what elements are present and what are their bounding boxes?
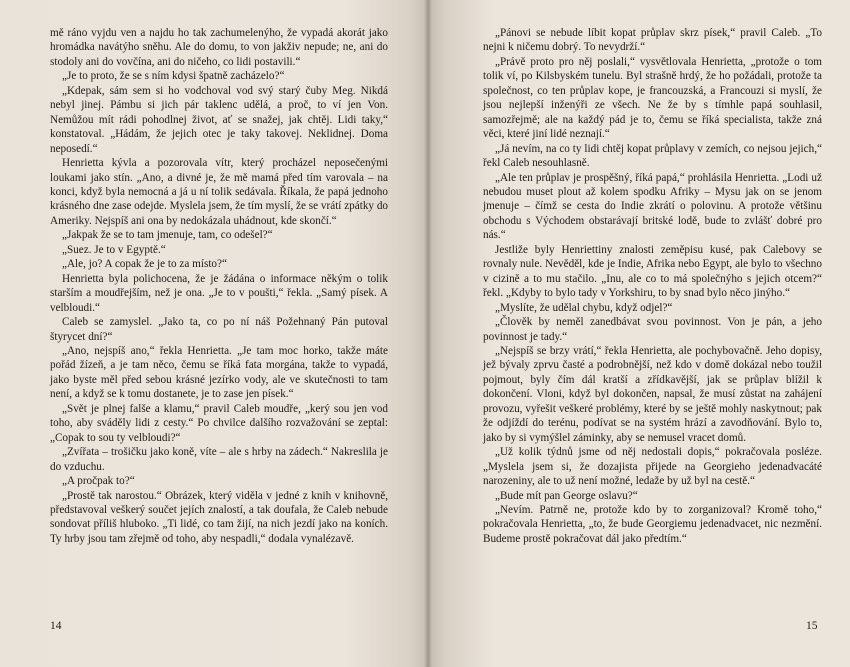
paragraph: „Svět je plnej falše a klamu,“ pravil Caleb moudře, „kerý sou jen vod toho, aby sváděly lidi z cesty.“ Po chvilce dalšího rozvažování se zeptal: „Copak to sou ty velbloudi?“ bbox=[50, 402, 388, 444]
paragraph: „Ale, jo? A copak že je to za místo?“ bbox=[62, 258, 227, 271]
paragraph: „Jakpak že se to tam jmenuje, tam, co odešel?“ bbox=[62, 229, 273, 242]
book-gutter bbox=[424, 0, 432, 667]
paragraph: „Zvířata – trošičku jako koně, víte – ale s hrby na zádech.“ Nakreslila je do vzduchu. bbox=[50, 446, 388, 473]
paragraph: Henrietta kývla a pozorovala vítr, který procházel neposečenými loukami jako stín. „Ano, a divné je, že mě mamá před tím varovala – na konci, když byla nemocná a já u ní tolik sedávala. Říkala, že papá jednoho krásného dne zase odejde. Myslela jsem, že tím myslí, že se vrátí zpátky do Ameriky. Nejspíš ani ona by nedokázala uhádnout, kde skončí.“ bbox=[50, 157, 389, 227]
paragraph: „Suez. Je to v Egyptě.“ bbox=[62, 243, 166, 256]
paragraph: „Myslíte, že udělal chybu, když odjel?“ bbox=[495, 301, 673, 314]
right-page-text bbox=[483, 26, 822, 546]
page-number: 14 bbox=[50, 620, 62, 632]
paragraph: „Ano, nejspíš ano,“ řekla Henrietta. „Je tam moc horko, takže máte pořád žízeň, a je tam něco, čemu se říká fata morgána, takže to vypadá, jako byste měl před sebou krásné jezírko vody, ale ve skutečnosti to tam není, a když se k tomu dostanete, je to zase jen písek.“ bbox=[50, 344, 388, 401]
paragraph: „Bude mít pan George oslavu?“ bbox=[495, 489, 638, 502]
right-page bbox=[428, 0, 850, 667]
paragraph: „Kdepak, sám sem si ho vodchoval vod svý starý čuby Meg. Nikdá nebyl jinej. Pámbu si jich pár taklenc udělá, a proč, to ví jen Von. Nemůžou mít rádi pohodlnej život, ať se snažej, jak chtěj. Lidi taky,“ konstatoval. „Hádám, že jejich otec je taky takovej. Neklidnej. Doma neposedí.“ bbox=[50, 84, 388, 155]
left-page-text bbox=[50, 26, 388, 546]
paragraph: „Právě proto pro něj poslali,“ vysvětlovala Henrietta, „protože o tom tolik ví, po Kilsbyském tunelu. Byl strašně hrdý, že ho požádali, protože ta společnost, co ten průplav kope, je francouzská, a Francouzi si myslí, že jsou nejlepší inženýři ze všech. Ne že by s tímhle papá souhlasil, samozřejmě; ale na každý pád je to, čemu se říká specialista, takže zná věci, které jiní lidé neznají.“ bbox=[483, 55, 822, 141]
paragraph: „A pročpak to?“ bbox=[62, 475, 135, 488]
paragraph: „Prostě tak narostou.“ Obrázek, který viděla v jedné z knih v knihovně, představoval veškerý součet jejích znalostí, a tak doufala, že Caleb nebude sondovat příliš hluboko. „Ti lidé, co tam žijí, na nich jezdí jako na koních. Ty hrby jsou tam zřejmě od toho, aby nespadli,“ dodala vynalézavě. bbox=[50, 489, 388, 545]
paragraph: Caleb se zamyslel. „Jako ta, co po ní náš Požehnaný Pán putoval štyrycet dní?“ bbox=[50, 316, 388, 343]
paragraph: „Člověk by neměl zanedbávat svou povinnost. Von je pán, a jeho povinnost je tady.“ bbox=[483, 316, 822, 343]
paragraph: Henrietta byla polichocena, že je žádána o informace někým o tolik starším a moudřejším, než je ona. „Je to v poušti,“ řekla. „Samý písek. A velbloudi.“ bbox=[50, 272, 388, 314]
paragraph: „Nevím. Patrně ne, protože kdo by to zorganizoval? Kromě toho,“ pokračovala Henrietta, „to, že bude Georgiemu jedenadvacet, nic nezmění. Budeme prostě pokračovat dál jako předtím.“ bbox=[483, 503, 822, 545]
paragraph: „Pánovi se nebude líbit kopat průplav skrz písek,“ pravil Caleb. „To nejni k ničemu dobrý. To nevydrží.“ bbox=[483, 27, 822, 54]
paragraph: Jestliže byly Henriettiny znalosti zeměpisu kusé, pak Calebovy se rovnaly nule. Nevěděl, kde je Indie, Afrika nebo Egypt, ale bylo to všechno v cizině a to mu stačilo. „Inu, ale co to má společnýho s jejich otcem?“ řekl. „Kdyby to bylo tady v Yorkshiru, to by snad bylo něco jinýho.“ bbox=[483, 243, 822, 300]
paragraph: „Ale ten průplav je prospěšný, říká papá,“ prohlásila Henrietta. „Lodi už nebudou muset plout až kolem spodku Afriky – Mysu jak on se jenom jmenuje – čímž se cesta do Indie zkrátí o polovinu. A protože většinu obchodu s Východem obstarávají britské lodě, bude to zvlášť dobré pro nás.“ bbox=[483, 171, 822, 242]
page-number: 15 bbox=[806, 620, 818, 632]
paragraph: „Já nevím, na co ty lidi chtěj kopat průplavy v zemích, co nejsou jejich,“ řekl Caleb nesouhlasně. bbox=[483, 142, 822, 170]
paragraph: „Je to proto, že se s ním kdysi špatně zacházelo?“ bbox=[62, 70, 285, 83]
paragraph: „Nejspíš se brzy vrátí,“ řekla Henrietta, ale pochybovačně. Jeho dopisy, jež bývaly zprvu časté a podrobnější, než kdo v domě dokázal nebo toužil pojmout, byly čím dál kratší a zřídkavější, jak se průplav blížil k dokončení. Vloni, když byl dokončen, napsal, že musí zůstat na zahájení provozu, vyřešit veškeré problémy, které by se ještě mohly naskytnout; pak že odjíždí do terénu, podívat se na systém hrází a zavodňování. Bylo to, jako by si vymýšlel záminky, aby se nemusel vracet domů. bbox=[483, 344, 822, 444]
paragraph: mě ráno vyjdu ven a najdu ho tak zachumelenýho, že vypadá akorát jako hromádka navátýho sněhu. Ale do domu, to von jakživ nepude; ne, ani do stodoly ani do vovčína, ani do ničeho, co lidi postavili.“ bbox=[50, 27, 388, 68]
paragraph: „Už kolik týdnů jsme od něj nedostali dopis,“ pokračovala posléze. „Myslela jsem si, že dozajista přijede na Georgieho jedenadvacáté narozeniny, ale to už není možné, ledaže by už byl na cestě.“ bbox=[483, 446, 822, 488]
